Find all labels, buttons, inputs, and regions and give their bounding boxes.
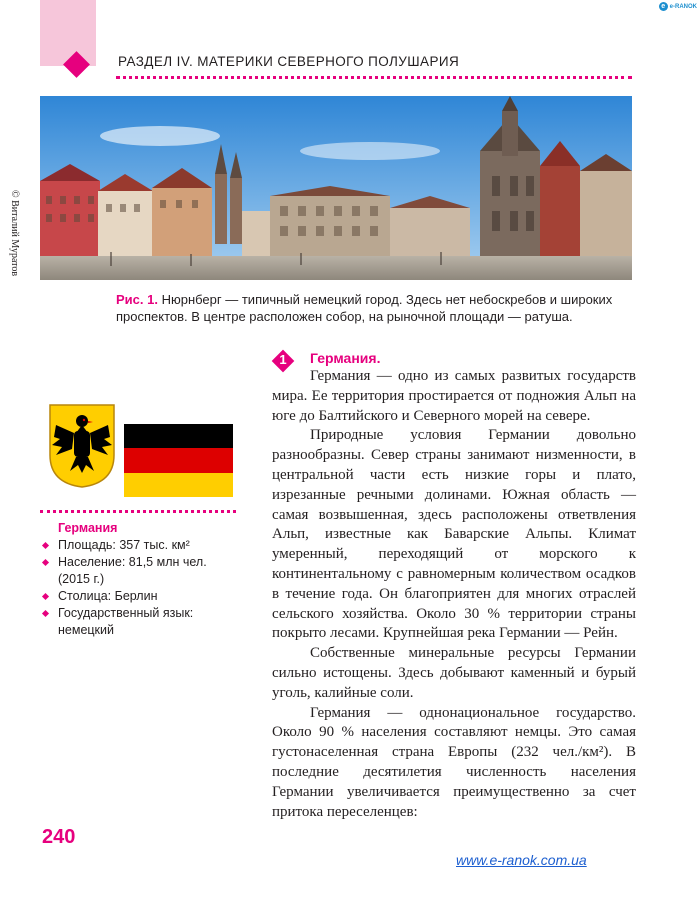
publisher-website-link[interactable]: www.e-ranok.com.ua (456, 852, 587, 868)
section-color-tab (40, 0, 96, 66)
logo-icon: e (659, 2, 668, 11)
flag-stripe-black (124, 424, 233, 448)
coat-of-arms-image (48, 403, 116, 489)
infobox-item-population: Население: 81,5 млн чел. (2015 г.) (40, 554, 240, 588)
figure-label: Рис. 1. (116, 292, 158, 307)
germany-flag (124, 424, 233, 497)
article-paragraph: Природные условия Германии довольно разнообразны. Север страны занимают низменности, в центральной части есть низкие горы и плато, изрезанные речными долинами. Южная область — самая возвышенная, здесь расположены ответвления Альп, известные как Баварские Альпы. Климат умеренный, переходящий от морского к континентальному с равномерным количеством осадков в течение года. Он благоприятен для многих отраслей сельского хозяйства. Около 30 % территории страны покрыто лесами. Крупнейшая река Германии — Рейн. (272, 427, 636, 642)
infobox-item-capital: Столица: Берлин (40, 588, 240, 605)
publisher-logo (659, 2, 697, 11)
photo-credit: © Виталий Муратов (9, 190, 20, 277)
page-number: 240 (42, 826, 76, 848)
figure-caption (116, 291, 636, 325)
flag-stripe-gold (124, 473, 233, 497)
nuremberg-photo (40, 96, 632, 280)
section-title: РАЗДЕЛ IV. МАТЕРИКИ СЕВЕРНОГО ПОЛУШАРИЯ (118, 54, 460, 69)
article-body (272, 367, 636, 822)
article-paragraph: Германия — одно из самых развитых государств мира. Ее территория простирается от подножия Альп на юге до Балтийского и Северного морей на севере. (272, 368, 636, 424)
header-divider (116, 76, 632, 79)
infobox-item-language: Государственный язык: немецкий (40, 605, 240, 639)
flag-stripe-red (124, 448, 233, 472)
figure-caption-text: Нюрнберг — типичный немецкий город. Здесь нет небоскребов и широких проспектов. В центре расположен собор, на рыночной площади — ратуша. (116, 292, 613, 324)
article-heading: Германия. (310, 350, 381, 366)
infobox-title: Германия (58, 521, 118, 535)
infobox-divider (40, 510, 236, 513)
infobox-list (40, 537, 240, 639)
infobox-item-area: Площадь: 357 тыс. км² (40, 537, 240, 554)
country-infobox (40, 520, 240, 639)
article-paragraph: Германия — однонациональное государство. Около 90 % населения составляют немцы. Это самая густонаселенная страна Европы (232 чел./км²). В последние десятилетия численность населения Германии увеличивается преимущественно за счет притока переселенцев: (272, 704, 636, 820)
section-number: 1 (279, 352, 287, 367)
logo-text: e-RANOK (669, 3, 697, 10)
article-paragraph: Собственные минеральные ресурсы Германии сильно истощены. Здесь добывают каменный и бурый уголь, калийные соли. (272, 645, 636, 701)
